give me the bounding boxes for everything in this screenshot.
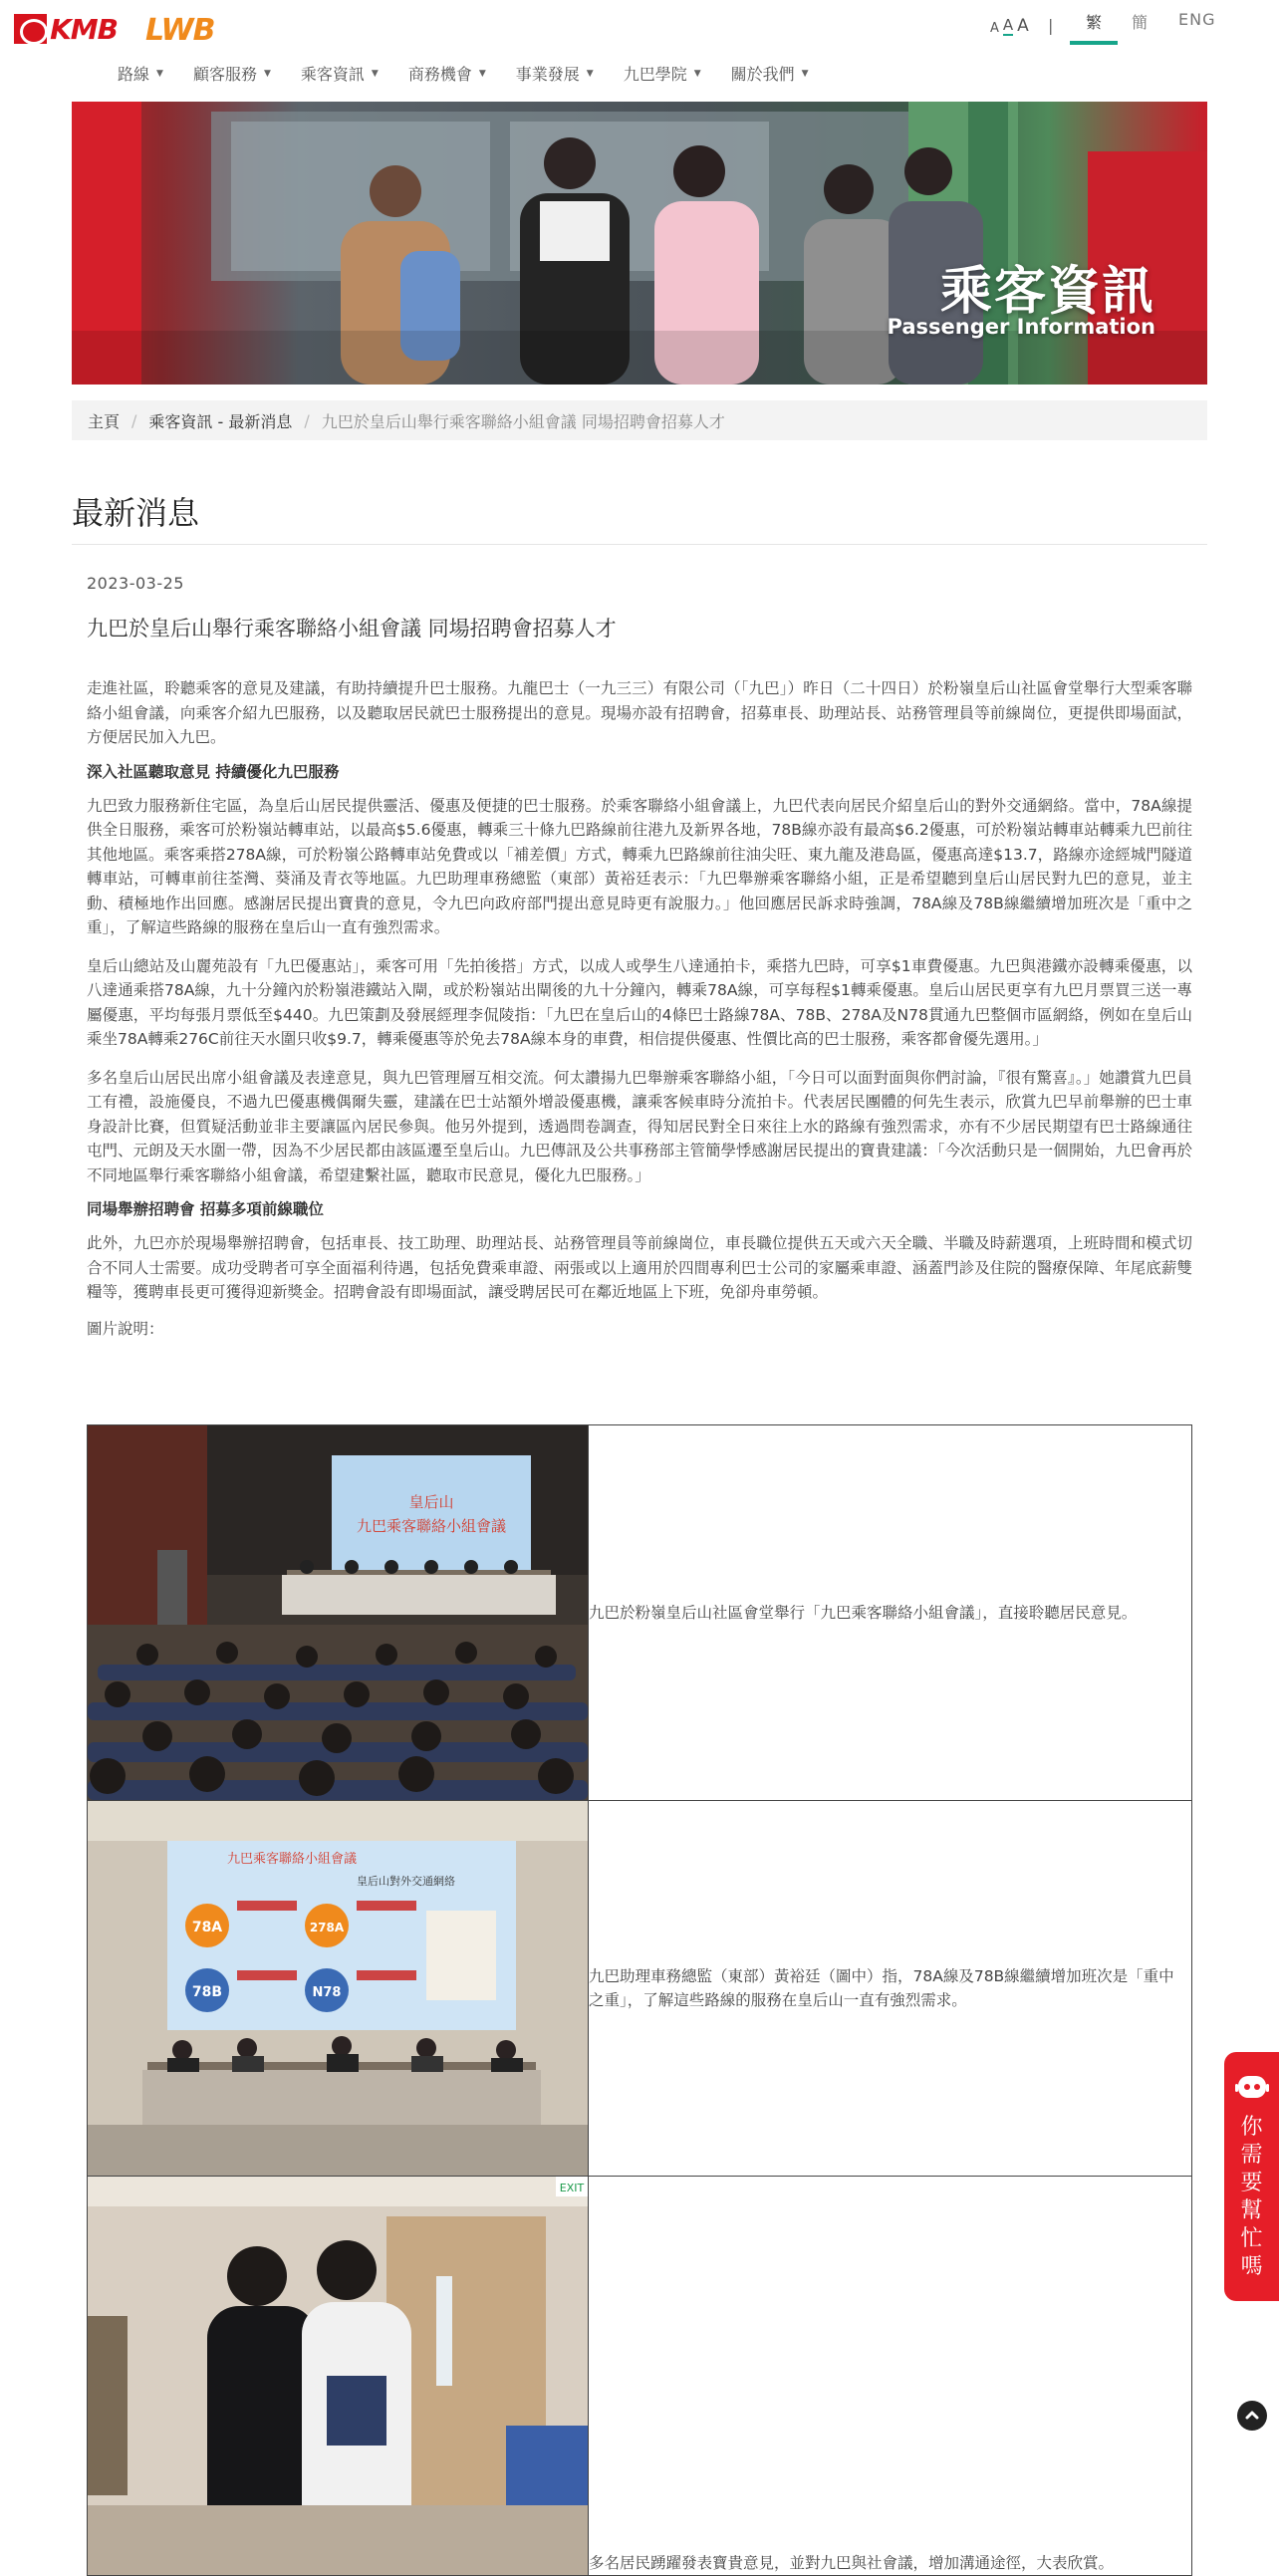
nav-item-label: 路線: [118, 65, 150, 84]
presentation-photo: [88, 1801, 588, 2176]
kmb-logo[interactable]: [14, 12, 118, 46]
photo-cell: [88, 1801, 589, 2177]
lang-simplified-chinese[interactable]: 簡: [1132, 13, 1149, 32]
photo-caption-text: 多名居民踴躍發表寶貴意見，並對九巴與社會議，增加溝通途徑，大表欣賞。: [589, 2553, 1115, 2572]
caret-down-icon: ▼: [801, 68, 809, 79]
photo-row: [88, 1801, 1192, 2177]
lwb-logo[interactable]: [145, 14, 214, 46]
photo-cell: [88, 1425, 589, 1801]
chatbot-icon: [1235, 2072, 1269, 2102]
nav-item-passenger-info[interactable]: [301, 62, 379, 85]
nav-item-label: 事業發展: [515, 65, 580, 84]
article-title: 九巴於皇后山舉行乘客聯絡小組會議 同場招聘會招募人才: [87, 617, 617, 641]
photo-caption: 九巴助理車務總監（東部）黃裕廷（圖中）指，78A線及78B線繼續增加班次是「重中之重」，了解這些路線的服務在皇后山一直有強烈需求。: [589, 1801, 1192, 2177]
article-paragraph: 此外，九巴亦於現場舉辦招聘會，包括車長、技工助理、助理站長、站務管理員等前線崗位，車長職位提供五天或六天全職、半職及時薪選項，上班時間和模式切合不同人士需要。成功受聘者可享全面福利待遇，包括免費乘車證、兩張或以上適用於四間專利巴士公司的家屬乘車證、涵蓋門診及住院的醫療保障、年尾底薪雙糧等，獲聘車長更可獲得迎新獎金。招聘會設有即場面試，讓受聘居民可在鄰近地區上下班，免卻舟車勞頓。: [87, 1234, 1192, 1301]
nav-item-careers[interactable]: [516, 62, 594, 85]
help-chat-button[interactable]: [1224, 2052, 1279, 2301]
photo-caption: 九巴於粉嶺皇后山社區會堂舉行「九巴乘客聯絡小組會議」，直接聆聽居民意見。: [589, 1425, 1192, 1801]
back-to-top-button[interactable]: [1237, 2401, 1267, 2431]
breadcrumb-separator: /: [131, 410, 137, 430]
photo-table: [87, 1424, 1192, 2576]
exit-sign: EXIT: [559, 2182, 585, 2194]
article-paragraph: 多名皇后山居民出席小組會議及表達意見，與九巴管理層互相交流。何太讚揚九巴舉辦乘客聯絡小組，「今日可以面對面與你們討論，『很有驚喜』。」她讚賞九巴員工有禮，設施優良，不過九巴優惠機偶爾失靈，建議在巴士站額外增設優惠機，讓乘客候車時分流拍卡。代表居民團體的何先生表示，欣賞九巴早前舉辦的巴士車身設計比賽，但質疑活動並非主要讓區內居民參與。他另外提到，透過問卷調查，得知居民對全日來往上水的路線有強烈需求，亦有不少居民期望有巴士路線通往屯門、元朗及天水圍一帶，因為不少居民都由該區遷至皇后山。九巴傳訊及公共事務部主管簡學悸感謝居民提出的寶貴建議：「今次活動只是一個開始，九巴會再於不同地區舉行乘客聯絡小組會議，希望建繫社區，聽取市民意見，優化九巴服務。」: [87, 1068, 1192, 1184]
nav-item-routes[interactable]: [118, 62, 163, 85]
banner-photo: [72, 102, 1207, 385]
residents-speaking-photo: [88, 2177, 588, 2575]
lwb-logo-text: LWB: [145, 12, 215, 48]
font-size-large[interactable]: A: [1017, 16, 1029, 36]
photo-caption-label: 圖片說明：: [87, 1319, 164, 1338]
font-size-small[interactable]: A: [990, 21, 999, 36]
breadcrumb-section[interactable]: 乘客資訊 - 最新消息: [148, 411, 293, 431]
article-subheading: 同場舉辦招聘會 招募多項前線職位: [87, 1200, 324, 1218]
lang-traditional-chinese[interactable]: 繁: [1070, 10, 1118, 45]
nav-item-business[interactable]: [408, 62, 486, 85]
banner-title: 乘客資訊: [939, 262, 1155, 322]
banner-subtitle: Passenger Information: [887, 315, 1155, 339]
font-size-medium[interactable]: A: [1002, 16, 1014, 34]
kmb-logo-mark-icon: [14, 14, 47, 44]
nav-item-academy[interactable]: [624, 62, 701, 85]
meeting-hall-photo: [88, 1425, 588, 1800]
article-paragraph: 皇后山總站及山麗苑設有「九巴優惠站」，乘客可用「先拍後搭」方式，以成人或學生八達通拍卡，乘搭九巴時，可享$1車費優惠。九巴與港鐵亦設轉乘優惠，以八達通乘搭78A線，九十分鐘內於粉嶺港鐵站入閘，或於粉嶺站出閘後的九十分鐘內，轉乘78A線，可享每程$1轉乘優惠。皇后山居民更享有九巴月票買三送一專屬優惠，平均每張月票低至$440。九巴策劃及發展經理李侃陵指：「九巴在皇后山的4條巴士路線78A、78B、278A及N78貫通九巴整個市區網絡，例如在皇后山乘坐78A轉乘276C前往天水圍只收$9.7，轉乘優惠等於免去78A線本身的車費，相信提供優惠、性價比高的巴士服務，乘客都會優先選用。」: [87, 956, 1192, 1048]
article-paragraph: 九巴致力服務新住宅區，為皇后山居民提供靈活、優惠及便捷的巴士服務。於乘客聯絡小組會議上，九巴代表向居民介紹皇后山的對外交通網絡。當中，78A線提供全日服務，乘客可於粉嶺站轉車站，以最高$5.6優惠，轉乘三十條九巴路線前往港九及新界各地，78B線亦設有最高$6.2優惠，可於粉嶺站轉車站轉乘九巴前往其他地區。乘客乘搭278A線，可於粉嶺公路轉車站免費或以「補差價」方式，轉乘九巴路線前往油尖旺、東九龍及港島區，優惠高達$13.7，路線亦途經城門隧道轉車站，可轉車前往荃灣、葵涌及青衣等地區。九巴助理車務總監（東部）黃裕廷表示：「九巴舉辦乘客聯絡小組，正是希望聽到皇后山居民對九巴的意見，並主動、積極地作出回應。感謝居民提出寶貴的意見，令九巴向政府部門提出意見時更有說服力。」他回應居民訴求時強調，78A線及78B線繼續增加班次是「重中之重」，了解這些路線的服務在皇后山一直有強烈需求。: [87, 796, 1192, 936]
article-subheading: 深入社區聽取意見 持續優化九巴服務: [87, 762, 340, 781]
breadcrumb: [72, 400, 1207, 440]
kmb-logo-text: KMB: [50, 12, 118, 46]
breadcrumb-current: 九巴於皇后山舉行乘客聯絡小組會議 同場招聘會招募人才: [321, 411, 725, 431]
caret-down-icon: ▼: [478, 68, 486, 79]
slide-title: 九巴乘客聯絡小組會議: [227, 1852, 358, 1867]
route-badge-278a: 278A: [309, 1921, 345, 1934]
article-date: 2023-03-25: [87, 574, 184, 593]
header-separator: |: [1048, 16, 1054, 35]
slide-title-line2: 九巴乘客聯絡小組會議: [356, 1517, 507, 1535]
slide-title-line1: 皇后山: [408, 1493, 454, 1511]
caret-down-icon: ▼: [586, 68, 594, 79]
article-paragraph: 走進社區，聆聽乘客的意見及建議，有助持續提升巴士服務。九龍巴士（一九三三）有限公司（「九巴」）昨日（二十四日）於粉嶺皇后山社區會堂舉行大型乘客聯絡小組會議，向乘客介紹九巴服務，以及聽取居民就巴士服務提出的意見。現場亦設有招聘會，招募車長、助理站長、站務管理員等前線崗位，更提供即場面試，方便居民加入九巴。: [87, 679, 1192, 746]
nav-item-about[interactable]: [731, 62, 809, 85]
title-divider: [72, 544, 1207, 545]
caret-down-icon: ▼: [263, 68, 271, 79]
nav-item-label: 商務機會: [407, 65, 472, 84]
lang-english[interactable]: ENG: [1178, 10, 1216, 29]
route-badge-78b: 78B: [191, 1984, 223, 2000]
help-label: 你需要幫忙嗎: [1240, 2115, 1263, 2279]
photo-row: [88, 2177, 1192, 2576]
photo-row: [88, 1425, 1192, 1801]
breadcrumb-home[interactable]: 主頁: [88, 411, 121, 431]
nav-item-customer-service[interactable]: [193, 62, 271, 85]
page-title: 最新消息: [72, 494, 200, 532]
photo-caption: [589, 2177, 1192, 2576]
route-badge-n78: N78: [312, 1985, 342, 2000]
caret-down-icon: ▼: [693, 68, 701, 79]
caret-down-icon: ▼: [156, 68, 163, 79]
photo-cell: [88, 2177, 589, 2576]
main-nav: [118, 62, 839, 85]
site-header: [0, 0, 1279, 95]
nav-item-label: 顧客服務: [192, 65, 257, 84]
caret-down-icon: ▼: [371, 68, 379, 79]
breadcrumb-separator: /: [304, 410, 310, 430]
hero-banner: [72, 102, 1207, 385]
chevron-up-icon: [1244, 2408, 1260, 2424]
nav-item-label: 九巴學院: [623, 65, 687, 84]
nav-item-label: 乘客資訊: [300, 65, 365, 84]
font-size-switcher: [990, 16, 1029, 36]
slide-subtitle: 皇后山對外交通網絡: [357, 1875, 455, 1888]
article: [87, 574, 1192, 1339]
route-badge-78a: 78A: [191, 1920, 223, 1935]
nav-item-label: 關於我們: [730, 65, 795, 84]
